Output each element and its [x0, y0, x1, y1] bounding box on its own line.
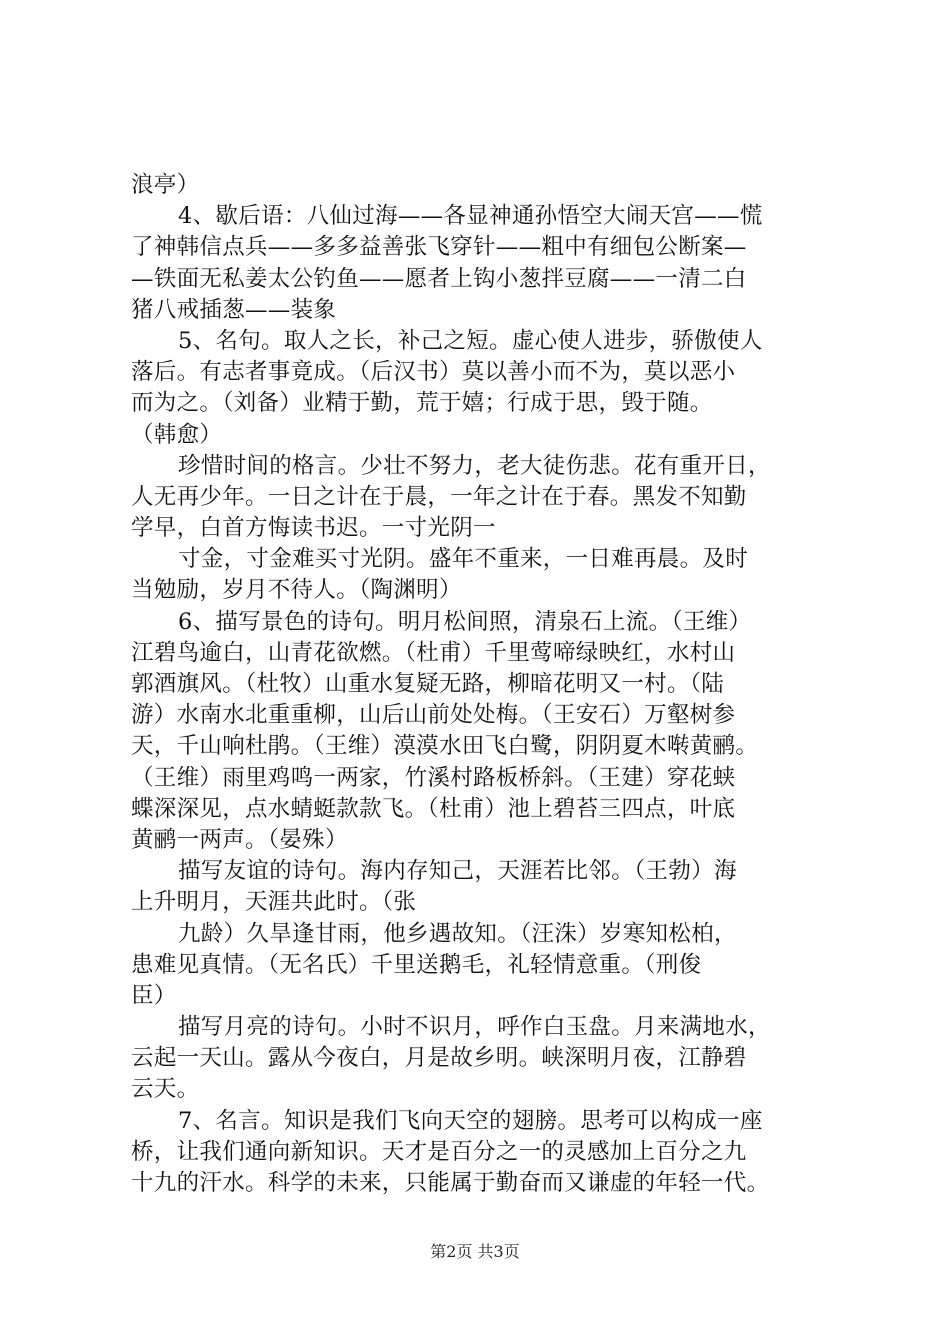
text-line: 桥，让我们通向新知识。天才是百分之一的灵感加上百分之九 [131, 1138, 747, 1165]
text-line: 臣） [131, 982, 177, 1009]
text-line: 江碧鸟逾白，山青花欲燃。（杜甫）千里莺啼绿映红，水村山 [131, 639, 736, 666]
text-line: 4、歇后语：八仙过海——各显神通孙悟空大闹天宫——慌 [178, 203, 763, 230]
text-line: 蝶深深见，点水蜻蜓款款飞。（杜甫）池上碧苔三四点，叶底 [131, 795, 736, 822]
text-line: 当勉励，岁月不待人。（陶渊明） [131, 577, 462, 604]
text-line: 了神韩信点兵——多多益善张飞穿针——粗中有细包公断案— [131, 234, 747, 261]
text-line: 游）水南水北重重柳，山后山前处处梅。（王安石）万壑树参 [131, 702, 736, 729]
text-line: 猪八戒插葱——装象 [131, 296, 337, 323]
document-body [131, 170, 835, 1199]
page-footer: 第2页 共3页 [430, 1242, 520, 1261]
text-line: —铁面无私姜太公钓鱼——愿者上钩小葱拌豆腐——一清二白 [131, 265, 747, 292]
text-line: 十九的汗水。科学的未来，只能属于勤奋而又谦虚的年轻一代。 [131, 1170, 770, 1196]
text-line: 患难见真情。（无名氏）千里送鹅毛，礼轻情意重。（刑俊 [131, 951, 702, 978]
text-line: 落后。有志者事竟成。（后汉书）莫以善小而不为，莫以恶小 [131, 359, 736, 386]
text-line: 描写月亮的诗句。小时不识月，呼作白玉盘。月来满地水， [178, 1014, 771, 1041]
text-line: 珍惜时间的格言。少壮不努力，老大徒伤悲。花有重开日， [178, 452, 771, 479]
text-line: 郭酒旗风。（杜牧）山重水复疑无路，柳暗花明又一村。（陆 [131, 671, 725, 697]
text-line: 云起一天山。露从今夜白，月是故乡明。峡深明月夜，江静碧 [131, 1045, 747, 1072]
text-line: 5、名句。取人之长，补己之短。虚心使人进步，骄傲使人 [178, 327, 763, 354]
text-line: 浪亭） [131, 172, 200, 198]
text-line: 人无再少年。一日之计在于晨，一年之计在于春。黑发不知勤 [131, 483, 747, 510]
text-line: （韩愈） [131, 421, 223, 448]
text-line: 上升明月，天涯共此时。（张 [131, 889, 417, 916]
text-line: 云天。 [131, 1076, 200, 1103]
text-line: 7、名言。知识是我们飞向天空的翅膀。思考可以构成一座 [178, 1107, 763, 1134]
text-line: 描写友谊的诗句。海内存知己，天涯若比邻。（王勃）海 [178, 858, 737, 885]
text-line: 九龄）久旱逢甘雨，他乡遇故知。（汪洙）岁寒知松柏， [178, 920, 737, 947]
text-line: 天，千山响杜鹃。（王维）漠漠水田飞白鹭，阴阴夏木啭黄鹂。 [131, 733, 759, 760]
text-line: 寸金，寸金难买寸光阴。盛年不重来，一日难再晨。及时 [178, 546, 749, 573]
text-line: 6、描写景色的诗句。明月松间照，清泉石上流。（王维） [178, 608, 752, 635]
text-line: 黄鹂一两声。（晏殊） [131, 826, 348, 853]
text-line: （王维）雨里鸡鸣一两家，竹溪村路板桥斜。（王建）穿花蛱 [131, 764, 736, 791]
text-line: 而为之。（刘备）业精于勤，荒于嬉；行成于思，毁于随。 [131, 390, 713, 417]
text-line: 学早，白首方悔读书迟。一寸光阴一 [131, 515, 496, 542]
